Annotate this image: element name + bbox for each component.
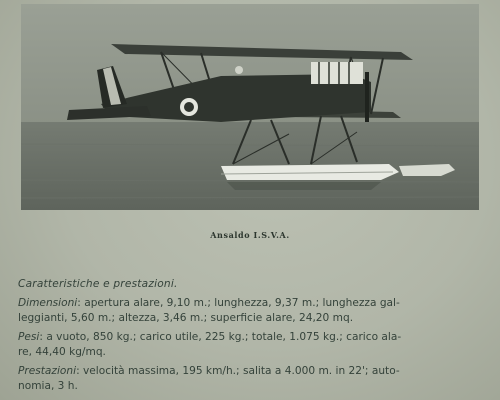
spec-text: velocità massima, 195 km/h.; salita a 4.000 m. in 22'; auto- xyxy=(83,365,400,377)
caption-maker: Ansaldo xyxy=(210,230,251,240)
spec-heading: Caratteristiche e prestazioni. xyxy=(18,278,178,290)
spec-text: apertura alare, 9,10 m.; lunghezza, 9,37 m.; lunghezza gal- xyxy=(84,297,400,309)
spec-text: a vuoto, 850 kg.; carico utile, 225 kg.; totale, 1.075 kg.; carico ala- xyxy=(46,331,402,343)
spec-text: leggianti, 5,60 m.; altezza, 3,46 m.; superficie alare, 24,20 mq. xyxy=(18,312,354,324)
photo-caption xyxy=(0,230,500,240)
spec-label: Prestazioni xyxy=(18,365,77,377)
spec-text: re, 44,40 kg/mq. xyxy=(18,346,106,358)
pilot-head xyxy=(235,66,243,74)
spec-row-dimensions: Dimensioni: apertura alare, 9,10 m.; lunghezza, 9,37 m.; lunghezza gal- leggianti, 5,60 m.; altezza, 3,46 m.; superficie alare, 24,20 mq. xyxy=(18,296,484,326)
spec-text: nomia, 3 h. xyxy=(18,380,78,392)
seaplane-photo xyxy=(21,4,479,210)
spec-row-performance: Prestazioni: velocità massima, 195 km/h.; salita a 4.000 m. in 22'; auto- nomia, 3 h. xyxy=(18,364,484,394)
roundel xyxy=(180,98,198,116)
caption-model: I.S.V.A. xyxy=(253,230,290,240)
spec-label: Dimensioni xyxy=(18,297,78,309)
specifications xyxy=(18,277,484,398)
propeller xyxy=(365,72,369,122)
spec-label: Pesi xyxy=(18,331,40,343)
seaplane-illustration xyxy=(21,4,479,210)
spec-row-weights: Pesi: a vuoto, 850 kg.; carico utile, 225 kg.; totale, 1.075 kg.; carico ala- re, 44,40 kg/mq. xyxy=(18,330,484,360)
float-reflection xyxy=(227,182,381,190)
